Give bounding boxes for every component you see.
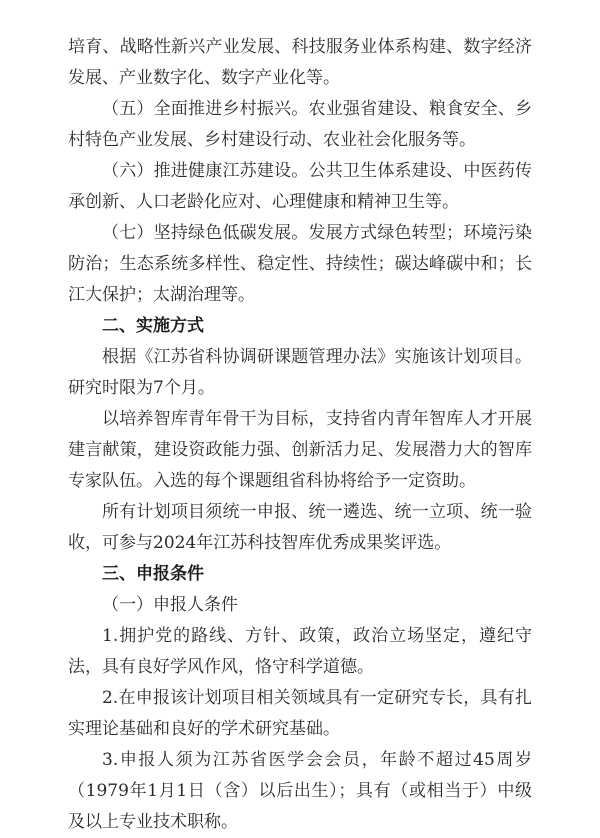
paragraph-condition-1: 1.拥护党的路线、方针、政策，政治立场坚定，遵纪守法，具有良好学风作风，恪守科学道德。 <box>68 626 532 677</box>
paragraph-continuation: 培育、战略性新兴产业发展、科技服务业体系构建、数字经济发展、产业数字化、数字产业化等。 <box>68 37 532 88</box>
document-body <box>68 32 532 838</box>
paragraph-item-5: （五）全面推进乡村振兴。农业强省建设、粮食安全、乡村特色产业发展、乡村建设行动、农业社会化服务等。 <box>68 99 532 150</box>
paragraph-condition-3: 3.申报人须为江苏省医学会会员，年龄不超过45周岁（1979年1月1日（含）以后出生）；具有（或相当于）中级及以上专业技术职称。 <box>68 750 532 832</box>
paragraph-implementation-goal: 以培养智库青年骨干为目标，支持省内青年智库人才开展建言献策，建设资政能力强、创新活力足、发展潜力大的智库专家队伍。入选的每个课题组省科协将给予一定资助。 <box>68 409 532 491</box>
section-heading-implementation: 二、实施方式 <box>102 316 204 336</box>
paragraph-implementation-process: 所有计划项目须统一申报、统一遴选、统一立项、统一验收，可参与2024年江苏科技智库优秀成果奖评选。 <box>68 502 532 553</box>
paragraph-implementation-basis: 根据《江苏省科协调研课题管理办法》实施该计划项目。研究时限为7个月。 <box>68 347 532 398</box>
paragraph-item-7: （七）坚持绿色低碳发展。发展方式绿色转型；环境污染防治；生态系统多样性、稳定性、持续性；碳达峰碳中和；长江大保护；太湖治理等。 <box>68 223 532 305</box>
paragraph-condition-2: 2.在申报该计划项目相关领域具有一定研究专长，具有扎实理论基础和良好的学术研究基础。 <box>68 688 532 739</box>
section-heading-requirements: 三、申报条件 <box>102 564 204 584</box>
paragraph-item-6: （六）推进健康江苏建设。公共卫生体系建设、中医药传承创新、人口老龄化应对、心理健康和精神卫生等。 <box>68 161 532 212</box>
subheading-applicant-conditions: （一）申报人条件 <box>102 595 238 615</box>
